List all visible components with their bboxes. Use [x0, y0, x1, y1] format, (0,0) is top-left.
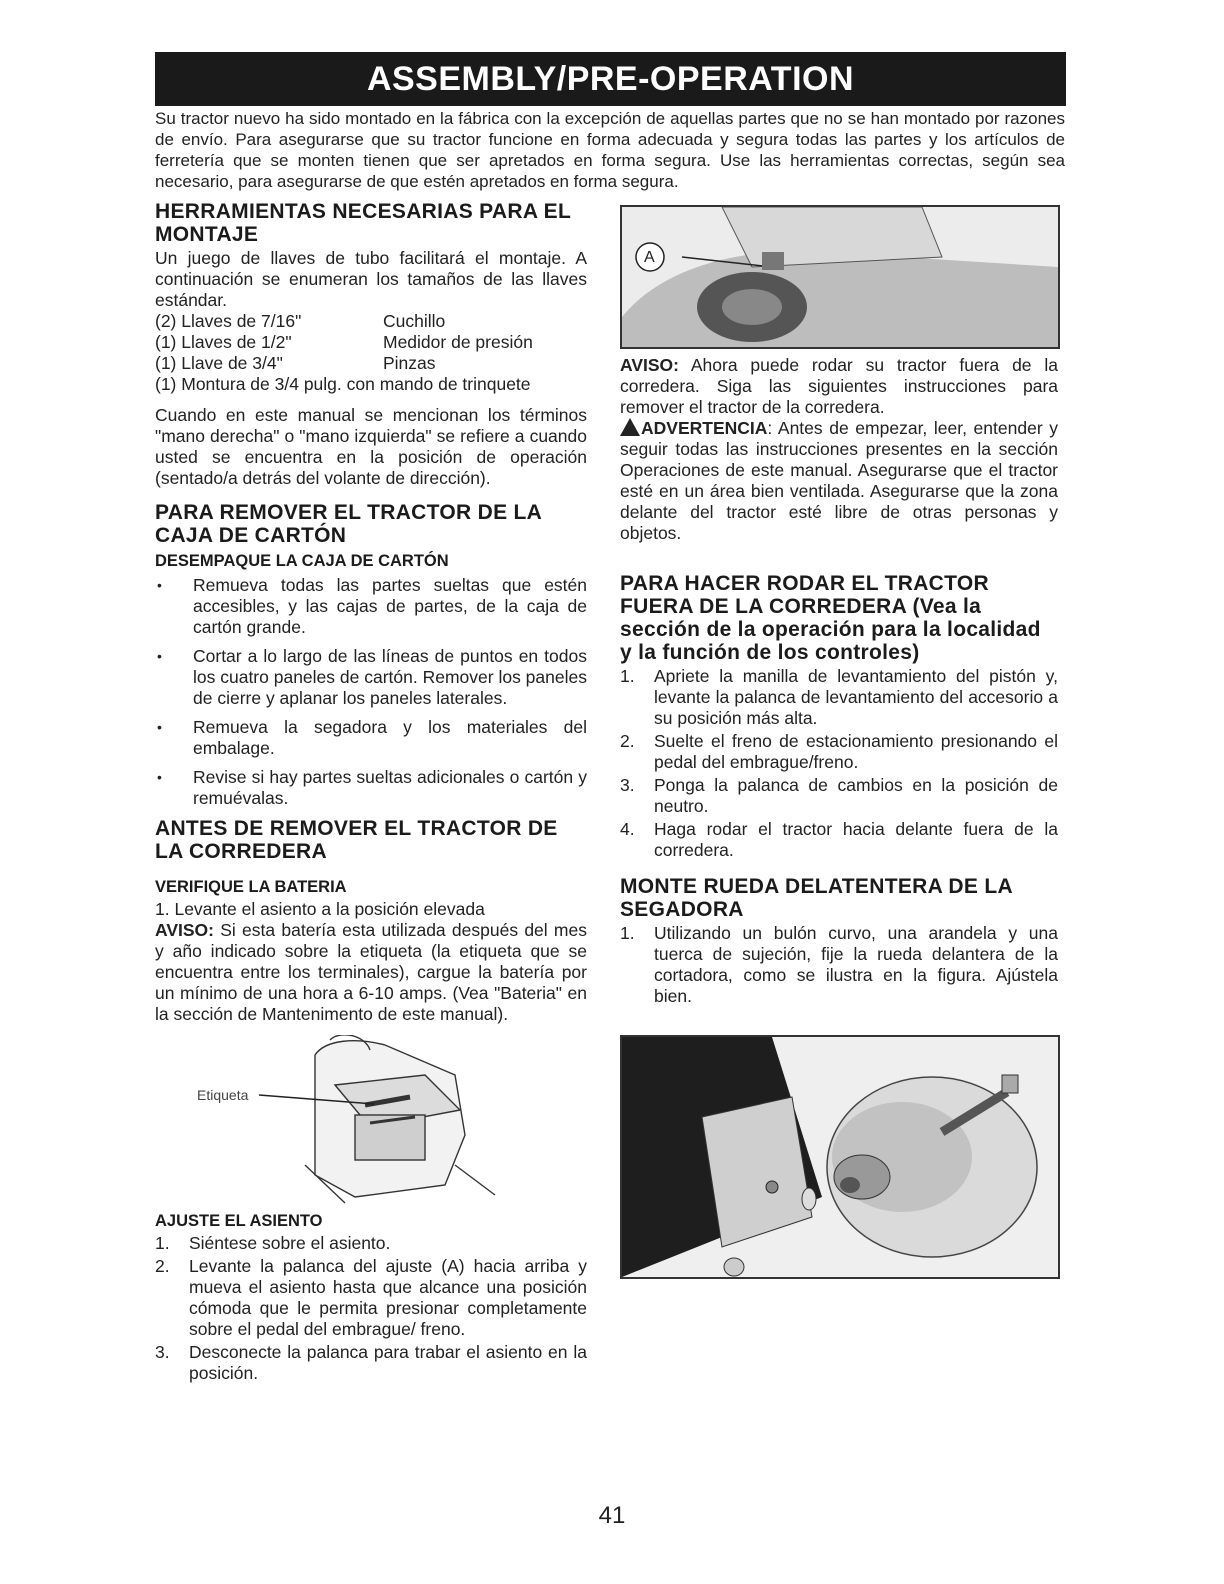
battery-figure: [155, 1035, 587, 1205]
left-column: [155, 200, 587, 1386]
section-banner: ASSEMBLY/PRE-OPERATION: [155, 52, 1066, 106]
wheel-illustration: [622, 1037, 1058, 1277]
label-etiqueta: Etiqueta: [197, 1087, 249, 1103]
page-number: 41: [598, 1502, 626, 1529]
tool-item: (2) Llaves de 7/16": [155, 311, 302, 331]
tool-item: (1) Llave de 3/4": [155, 353, 283, 373]
tool-item: (1) Montura de 3/4 pulg. con mando de trinquete: [155, 374, 531, 394]
list-item: • Remueva todas las partes sueltas que estén accesibles, y las cajas de partes, de la caja de cartón grande.: [155, 575, 587, 638]
wheel-heading: MONTE RUEDA DELATENTERA DE LA SEGADORA: [620, 875, 1013, 921]
battery-step: 1. Levante el asiento a la posición elevada: [155, 899, 485, 919]
list-item: 3. Ponga la palanca de cambios en la posición de neutro.: [620, 775, 1058, 816]
list-item: • Cortar a lo largo de las líneas de puntos en todos los cuatro paneles de cartón. Remover los paneles de cierre y aplanar los paneles laterales.: [155, 646, 587, 709]
notice-text: Si esta batería esta utilizada después del mes y año indicado sobre la etiqueta (la etiqueta que se encuentra entre los terminales), cargue la batería por un mínimo de una hora a 6-10 amps. (Vea "Bateria" en la sección de Mantenimento de este manual).: [155, 920, 587, 1024]
battery-notice: [155, 920, 587, 1025]
list-item: 2. Suelte el freno de estacionamiento presionando el pedal del embrague/freno.: [620, 731, 1058, 772]
before-heading: ANTES DE REMOVER EL TRACTOR DE LA CORREDERA: [155, 817, 558, 863]
tool-item: Cuchillo: [383, 311, 446, 331]
list-item: 2. Levante la palanca del ajuste (A) hacia arriba y mueva el asiento hasta que alcance una posición cómoda que le permita presionar completamente sobre el pedal del embrague/ freno.: [155, 1256, 587, 1339]
warning-label: ADVERTENCIA: [641, 418, 768, 438]
remove-heading: PARA REMOVER EL TRACTOR DE LA CAJA DE CARTÓN: [155, 501, 542, 547]
hands-note: Cuando en este manual se mencionan los términos "mano derecha" o "mano izquierda" se refiere a cuando usted se encuentra en la posición de operación (sentado/a detrás del volante de dirección).: [155, 405, 587, 488]
list-item: 1. Apriete la manilla de levantamiento del pistón y, levante la palanca de levantamiento del accesorio a su posición más alta.: [620, 666, 1058, 728]
right-column: [620, 205, 1058, 1279]
tools-text: Un juego de llaves de tubo facilitará el montaje. A continuación se enumeran los tamaños de las llaves estándar.: [155, 248, 587, 310]
battery-illustration: [155, 1035, 587, 1205]
seat-steps: [155, 1233, 587, 1384]
list-item: • Remueva la segadora y los materiales del embalage.: [155, 717, 587, 759]
roll-steps: [620, 666, 1058, 861]
tools-heading: HERRAMIENTAS NECESARIAS PARA EL MONTAJE: [155, 200, 571, 246]
list-item: 4. Haga rodar el tractor hacia delante fuera de la corredera.: [620, 819, 1058, 860]
unpack-list: [155, 575, 587, 809]
warning-icon: [620, 418, 640, 436]
seat-heading: AJUSTE EL ASIENTO: [155, 1212, 323, 1230]
figure-callout-a: A: [644, 249, 655, 266]
list-item: 1. Utilizando un bulón curvo, una arandela y una tuerca de sujeción, fije la rueda delantera de la cortadora, como se ilustra en la figura. Ajústela bien.: [620, 923, 1058, 1006]
seat-lever-figure: [620, 205, 1060, 349]
notice-label: AVISO:: [620, 355, 679, 375]
tool-item: Medidor de presión: [383, 332, 533, 352]
tool-item: Pinzas: [383, 353, 436, 373]
list-item: 1. Siéntese sobre el asiento.: [155, 1233, 391, 1253]
list-item: 3. Desconecte la palanca para trabar el asiento en la posición.: [155, 1342, 587, 1383]
tools-table: [155, 311, 587, 374]
wheel-steps: [620, 923, 1058, 1007]
label-leader-line: [259, 1090, 379, 1110]
intro-paragraph: Su tractor nuevo ha sido montado en la fábrica con la excepción de aquellas partes que no se han montado por razones de envío. Para asegurarse que su tractor funcione en forma adecuada y segura todas las partes y los artículos de ferretería que se monten tienen que ser apretados en forma segura. Use las herramientas correctas, según sea necesario, para asegurarse de que estén apretados en forma segura.: [155, 109, 1065, 191]
warning-paragraph: [620, 418, 1058, 544]
seat-lever-illustration: [622, 207, 1058, 347]
warning-text: : Antes de empezar, leer, entender y seguir todas las instrucciones presentes en la sección Operaciones de este manual. Asegurarse que el tractor esté en un área bien ventilada. Asegurarse que la zona delante del tractor esté libre de otras personas y objetos.: [620, 418, 1058, 543]
unpack-subheading: DESEMPAQUE LA CAJA DE CARTÓN: [155, 552, 449, 570]
wheel-figure: [620, 1035, 1060, 1279]
battery-subheading: VERIFIQUE LA BATERIA: [155, 878, 347, 896]
list-item: • Revise si hay partes sueltas adicionales o cartón y remuévalas.: [155, 767, 587, 809]
roll-heading: PARA HACER RODAR EL TRACTOR FUERA DE LA CORREDERA (Vea la sección de la operación para la localidad y la función de los controles): [620, 572, 1041, 664]
notice-label: AVISO:: [155, 920, 214, 940]
notice-text: Ahora puede rodar su tractor fuera de la corredera. Siga las siguientes instrucciones para remover el tractor de la corredera.: [620, 355, 1058, 417]
roll-notice: [620, 355, 1058, 418]
tool-item: (1) Llaves de 1/2": [155, 332, 292, 352]
